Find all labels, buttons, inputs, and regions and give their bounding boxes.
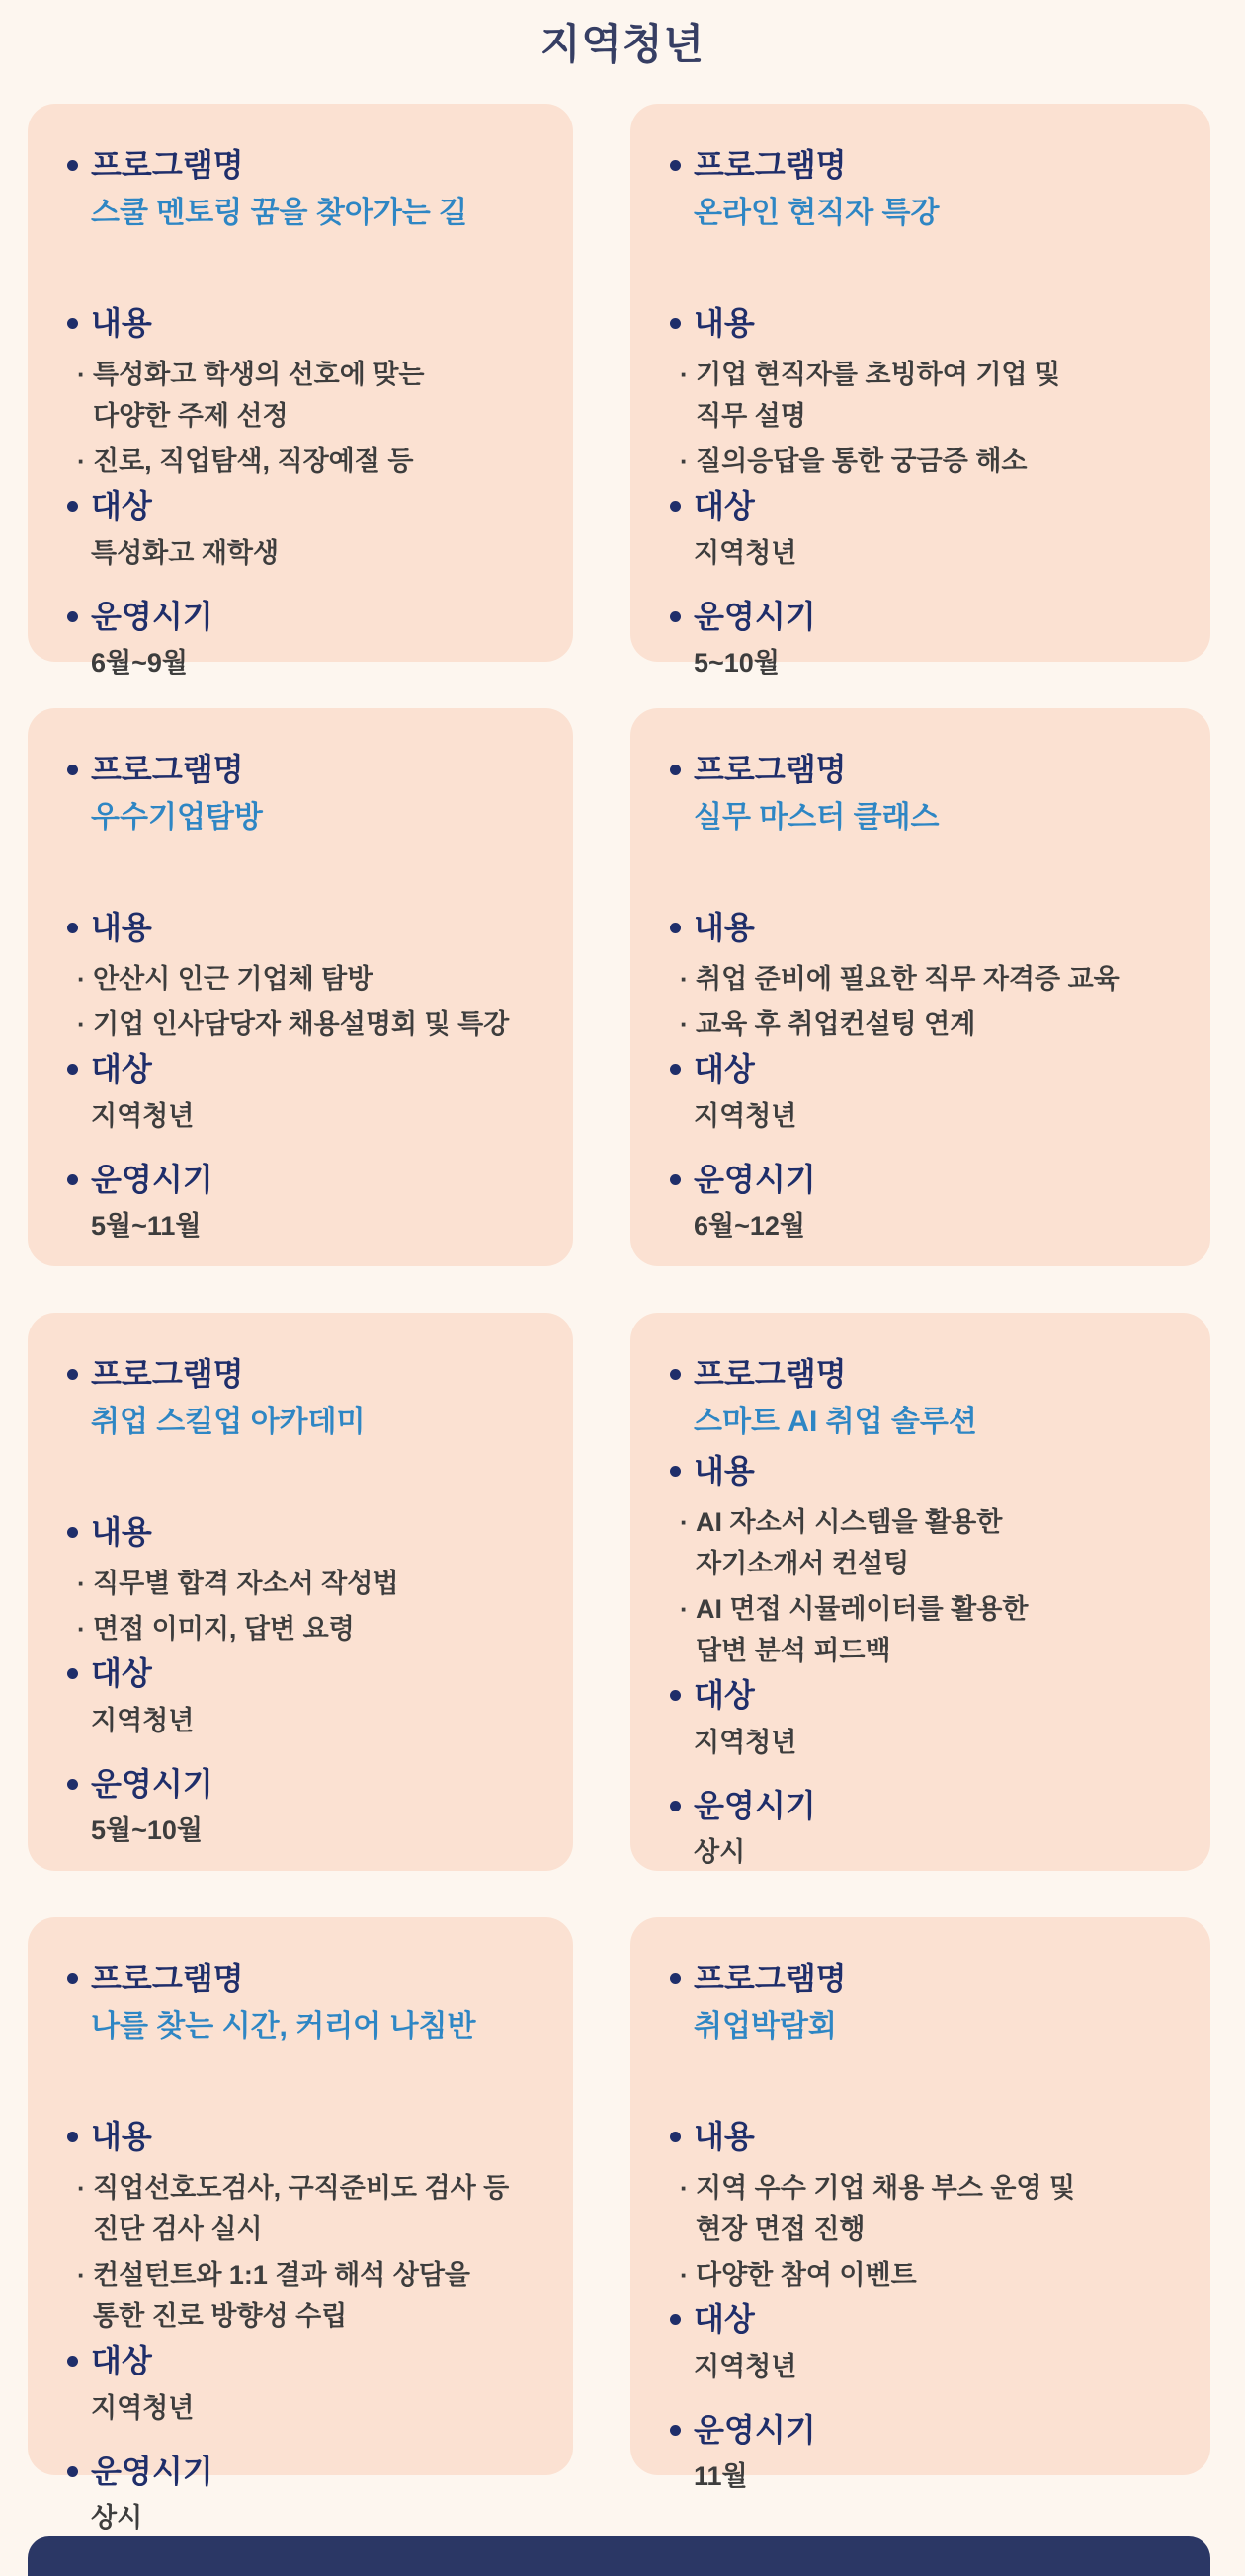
period-section	[55, 1764, 545, 1850]
content-label: 내용	[694, 304, 755, 341]
middle-dot-icon: ·	[77, 360, 86, 390]
content-section	[55, 908, 545, 1050]
content-section	[658, 2117, 1183, 2300]
period-label: 운영시기	[91, 1765, 213, 1802]
middle-dot-icon: ·	[680, 2260, 689, 2291]
content-bullet-list	[680, 1501, 1183, 1675]
program-card	[630, 708, 1210, 1266]
bullet-dot-icon	[67, 1527, 78, 1538]
program-name-section	[658, 750, 1183, 908]
period-value: 5월~10월	[91, 1815, 203, 1846]
program-name-label: 프로그램명	[694, 147, 847, 183]
period-section	[658, 597, 1183, 683]
middle-dot-icon: ·	[77, 2260, 86, 2291]
content-label: 내용	[91, 909, 152, 945]
program-name-section	[55, 750, 545, 908]
content-bullet-list	[680, 958, 1183, 1049]
middle-dot-icon: ·	[680, 1009, 689, 1040]
period-label: 운영시기	[694, 1787, 816, 1823]
period-section	[658, 1786, 1183, 1872]
footer-bar	[28, 2536, 1210, 2576]
period-value: 5월~11월	[91, 1211, 202, 1242]
content-bullet	[77, 958, 545, 1000]
target-label: 대상	[694, 2301, 755, 2338]
content-section	[658, 908, 1183, 1050]
bullet-dot-icon	[67, 160, 78, 171]
program-card-grid	[28, 104, 1210, 2534]
target-label: 대상	[694, 488, 755, 524]
content-bullet	[680, 958, 1183, 1000]
bullet-dot-icon	[670, 1369, 681, 1380]
middle-dot-icon: ·	[680, 360, 689, 390]
target-section	[55, 1049, 545, 1135]
bullet-dot-icon	[670, 2132, 681, 2142]
target-section	[55, 486, 545, 572]
program-name-label: 프로그램명	[91, 1961, 244, 1996]
content-bullet-list	[680, 354, 1183, 486]
program-card	[630, 104, 1210, 679]
target-label: 대상	[91, 488, 152, 524]
program-card	[28, 1917, 573, 2534]
period-section	[55, 2452, 545, 2537]
bullet-dot-icon	[670, 923, 681, 933]
period-section	[55, 597, 545, 683]
period-section	[658, 1160, 1183, 1246]
period-label: 운영시기	[91, 1161, 213, 1197]
program-card	[28, 104, 573, 679]
content-bullet	[680, 2254, 1183, 2295]
bullet-dot-icon	[670, 1801, 681, 1811]
bullet-dot-icon	[670, 1174, 681, 1185]
content-label: 내용	[694, 909, 755, 945]
program-name-value: 취업 스킬업 아카데미	[91, 1405, 366, 1438]
content-label: 내용	[91, 1513, 152, 1550]
content-bullet-text: 취업 준비에 필요한 직무 자격증 교육	[696, 964, 1120, 995]
content-bullet	[680, 1004, 1183, 1045]
middle-dot-icon: ·	[77, 964, 86, 995]
bullet-dot-icon	[67, 1973, 78, 1984]
bullet-dot-icon	[67, 1174, 78, 1185]
program-name-value: 나를 찾는 시간, 커리어 나침반	[91, 2009, 476, 2043]
bullet-dot-icon	[670, 1466, 681, 1477]
program-name-label: 프로그램명	[91, 1356, 244, 1392]
content-bullet	[77, 2254, 545, 2337]
bullet-dot-icon	[670, 501, 681, 512]
content-label: 내용	[694, 2118, 755, 2154]
bullet-dot-icon	[67, 1369, 78, 1380]
middle-dot-icon: ·	[680, 446, 689, 477]
program-name-section	[55, 1354, 545, 1512]
content-bullet-list	[77, 354, 545, 486]
bullet-dot-icon	[67, 923, 78, 933]
middle-dot-icon: ·	[77, 1009, 86, 1040]
target-value: 지역청년	[91, 1100, 195, 1131]
bullet-dot-icon	[67, 1779, 78, 1790]
page-title: 지역청년	[540, 21, 706, 67]
period-label: 운영시기	[91, 2453, 213, 2489]
program-card	[28, 708, 573, 1266]
program-name-section	[55, 1959, 545, 2117]
content-bullet	[680, 354, 1183, 437]
content-section	[55, 2117, 545, 2342]
content-bullet	[77, 1563, 545, 1604]
program-name-section	[658, 1354, 1183, 1451]
target-value: 지역청년	[694, 2351, 797, 2381]
bullet-dot-icon	[67, 2356, 78, 2367]
content-bullet-text: 진로, 직업탐색, 직장예절 등	[93, 446, 414, 477]
middle-dot-icon: ·	[680, 1594, 689, 1625]
content-bullet-text: 면접 이미지, 답변 요령	[93, 1614, 355, 1645]
program-name-label: 프로그램명	[91, 147, 244, 183]
content-bullet-text: 안산시 인근 기업체 탐방	[93, 964, 374, 995]
target-label: 대상	[694, 1051, 755, 1087]
content-bullet	[680, 1588, 1183, 1671]
bullet-dot-icon	[67, 2466, 78, 2477]
middle-dot-icon: ·	[77, 446, 86, 477]
period-value: 5~10월	[694, 648, 780, 679]
bullet-dot-icon	[670, 765, 681, 775]
program-name-section	[658, 145, 1183, 303]
program-name-section	[658, 1959, 1183, 2117]
period-value: 6월~9월	[91, 648, 188, 679]
content-bullet	[680, 2167, 1183, 2250]
content-bullet	[77, 1004, 545, 1045]
target-section	[658, 1049, 1183, 1135]
target-section	[55, 2341, 545, 2427]
program-name-section	[55, 145, 545, 303]
content-bullet-list	[77, 958, 545, 1049]
period-label: 운영시기	[694, 2411, 816, 2448]
program-card	[630, 1917, 1210, 2492]
bullet-dot-icon	[67, 1064, 78, 1075]
bullet-dot-icon	[670, 2314, 681, 2325]
target-value: 지역청년	[91, 1705, 195, 1735]
target-label: 대상	[91, 2343, 152, 2379]
target-label: 대상	[91, 1051, 152, 1087]
program-name-value: 취업박람회	[694, 2009, 837, 2043]
program-name-value: 스쿨 멘토링 꿈을 찾아가는 길	[91, 196, 468, 229]
content-bullet-text: AI 면접 시뮬레이터를 활용한 답변 분석 피드백	[696, 1594, 1029, 1666]
bullet-dot-icon	[670, 1973, 681, 1984]
content-bullet	[77, 2167, 545, 2250]
period-label: 운영시기	[694, 598, 816, 634]
target-value: 지역청년	[91, 2392, 195, 2423]
bullet-dot-icon	[67, 765, 78, 775]
content-bullet-text: 교육 후 취업컨설팅 연계	[696, 1009, 976, 1040]
program-name-value: 온라인 현직자 특강	[694, 196, 940, 229]
content-bullet	[680, 441, 1183, 482]
middle-dot-icon: ·	[680, 964, 689, 995]
program-card	[630, 1313, 1210, 1871]
content-bullet-text: 기업 인사담당자 채용설명회 및 특강	[93, 1009, 510, 1040]
target-value: 지역청년	[694, 1100, 797, 1131]
content-bullet-text: 직업선호도검사, 구직준비도 검사 등 진단 검사 실시	[93, 2173, 510, 2245]
period-section	[55, 1160, 545, 1246]
target-section	[658, 486, 1183, 572]
period-value: 상시	[91, 2503, 143, 2534]
content-bullet-text: 컨설턴트와 1:1 결과 해석 상담을 통한 진로 방향성 수립	[93, 2260, 471, 2332]
content-bullet	[77, 441, 545, 482]
content-label: 내용	[91, 2118, 152, 2154]
program-name-label: 프로그램명	[91, 752, 244, 787]
program-name-label: 프로그램명	[694, 752, 847, 787]
middle-dot-icon: ·	[680, 2173, 689, 2204]
content-label: 내용	[91, 304, 152, 341]
period-label: 운영시기	[91, 598, 213, 634]
content-bullet	[680, 1501, 1183, 1584]
program-name-value: 우수기업탐방	[91, 800, 263, 834]
content-bullet-text: 질의응답을 통한 궁금증 해소	[696, 446, 1028, 477]
content-bullet-list	[77, 1563, 545, 1653]
program-card	[28, 1313, 573, 1871]
bullet-dot-icon	[670, 1690, 681, 1701]
content-bullet-text: AI 자소서 시스템을 활용한 자기소개서 컨설팅	[696, 1507, 1003, 1579]
middle-dot-icon: ·	[77, 1569, 86, 1599]
content-section	[55, 303, 545, 487]
content-bullet-text: 지역 우수 기업 채용 부스 운영 및 현장 면접 진행	[696, 2173, 1076, 2245]
bullet-dot-icon	[67, 611, 78, 622]
target-section	[658, 1675, 1183, 1761]
middle-dot-icon: ·	[77, 1614, 86, 1645]
program-name-value: 실무 마스터 클래스	[694, 800, 940, 834]
period-value: 6월~12월	[694, 1211, 805, 1242]
bullet-dot-icon	[67, 2132, 78, 2142]
target-label: 대상	[694, 1677, 755, 1714]
target-value: 지역청년	[694, 1727, 797, 1757]
middle-dot-icon: ·	[77, 2173, 86, 2204]
target-value: 지역청년	[694, 537, 797, 568]
bullet-dot-icon	[670, 160, 681, 171]
period-section	[658, 2410, 1183, 2496]
content-bullet-text: 기업 현직자를 초빙하여 기업 및 직무 설명	[696, 360, 1061, 432]
target-label: 대상	[91, 1655, 152, 1692]
content-bullet-text: 특성화고 학생의 선호에 맞는 다양한 주제 선정	[93, 360, 425, 432]
bullet-dot-icon	[67, 318, 78, 329]
period-value: 상시	[694, 1837, 746, 1868]
content-section	[55, 1512, 545, 1654]
program-name-label: 프로그램명	[694, 1356, 847, 1392]
target-section	[55, 1653, 545, 1739]
program-name-value: 스마트 AI 취업 솔루션	[694, 1405, 977, 1438]
bullet-dot-icon	[67, 501, 78, 512]
content-bullet-text: 직무별 합격 자소서 작성법	[93, 1569, 399, 1599]
period-label: 운영시기	[694, 1161, 816, 1197]
period-value: 11월	[694, 2461, 748, 2492]
content-bullet	[77, 354, 545, 437]
bullet-dot-icon	[670, 1064, 681, 1075]
content-bullet-list	[77, 2167, 545, 2341]
bullet-dot-icon	[67, 1668, 78, 1679]
bullet-dot-icon	[670, 318, 681, 329]
content-section	[658, 1451, 1183, 1676]
middle-dot-icon: ·	[680, 1507, 689, 1538]
target-section	[658, 2299, 1183, 2385]
target-value: 특성화고 재학생	[91, 537, 280, 568]
bullet-dot-icon	[670, 2425, 681, 2436]
content-bullet-list	[680, 2167, 1183, 2299]
content-label: 내용	[694, 1452, 755, 1489]
content-bullet	[77, 1608, 545, 1650]
bullet-dot-icon	[670, 611, 681, 622]
content-section	[658, 303, 1183, 487]
content-bullet-text: 다양한 참여 이벤트	[696, 2260, 917, 2291]
program-name-label: 프로그램명	[694, 1961, 847, 1996]
